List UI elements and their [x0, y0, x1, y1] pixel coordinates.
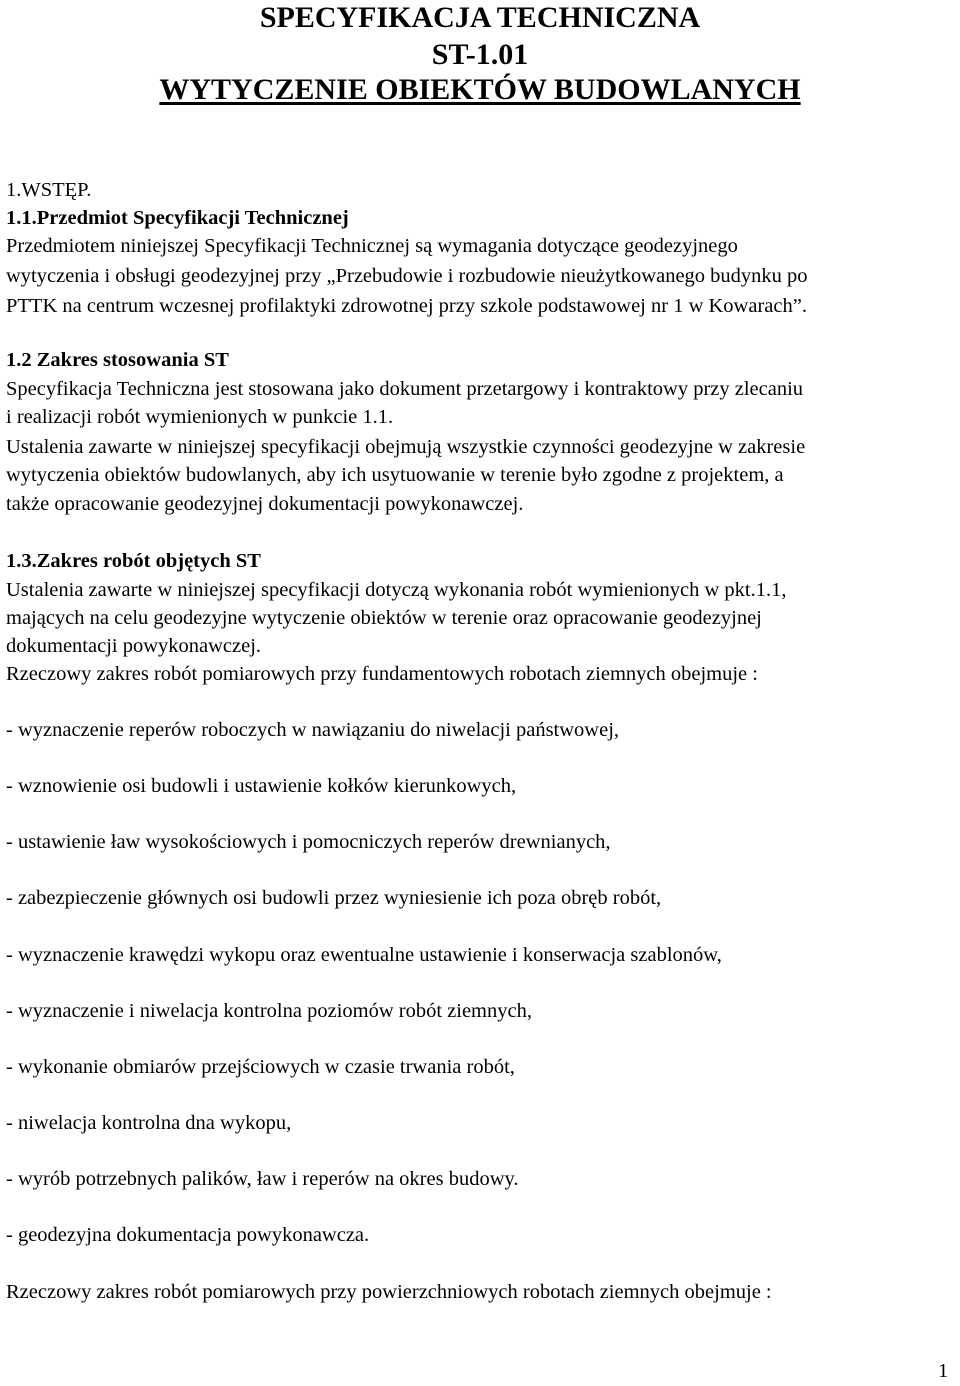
list-item: - ustawienie ław wysokościowych i pomocniczych reperów drewnianych,	[6, 831, 611, 853]
paragraph-line: Specyfikacja Techniczna jest stosowana jako dokument przetargowy i kontraktowy przy zlecaniu	[6, 378, 804, 400]
section-heading-1: 1.WSTĘP.	[6, 179, 92, 201]
paragraph-line: i realizacji robót wymienionych w punkcie 1.1.	[6, 406, 394, 428]
paragraph-line: wytyczenia obiektów budowlanych, aby ich usytuowanie w terenie było zgodne z projektem, a	[6, 464, 784, 486]
document-subtitle: WYTYCZENIE OBIEKTÓW BUDOWLANYCH	[159, 73, 801, 106]
document-code: ST-1.01	[431, 38, 529, 71]
list-item: - wyznaczenie reperów roboczych w nawiązaniu do niwelacji państwowej,	[6, 719, 620, 741]
paragraph-line: wytyczenia i obsługi geodezyjnej przy „Przebudowie i rozbudowie nieużytkowanego budynku po	[6, 265, 808, 287]
paragraph-line: Rzeczowy zakres robót pomiarowych przy powierzchniowych robotach ziemnych obejmuje :	[6, 1281, 772, 1303]
section-heading-1-2: 1.2 Zakres stosowania ST	[6, 349, 229, 371]
list-item: - wyrób potrzebnych palików, ław i reperów na okres budowy.	[6, 1168, 519, 1190]
paragraph-line: dokumentacji powykonawczej.	[6, 635, 262, 657]
section-heading-1-1: 1.1.Przedmiot Specyfikacji Technicznej	[6, 207, 349, 229]
list-item: - wykonanie obmiarów przejściowych w czasie trwania robót,	[6, 1056, 515, 1078]
list-item: - niwelacja kontrolna dna wykopu,	[6, 1112, 292, 1134]
page-number: 1	[938, 1360, 949, 1382]
document-title: SPECYFIKACJA TECHNICZNA	[259, 1, 701, 34]
list-item: - wznowienie osi budowli i ustawienie kołków kierunkowych,	[6, 775, 517, 797]
paragraph-line: Ustalenia zawarte w niniejszej specyfikacji obejmują wszystkie czynności geodezyjne w zakresie	[6, 436, 806, 458]
paragraph-line: PTTK na centrum wczesnej profilaktyki zdrowotnej przy szkole podstawowej nr 1 w Kowarach”.	[6, 295, 807, 317]
list-item: - zabezpieczenie głównych osi budowli przez wyniesienie ich poza obręb robót,	[6, 887, 662, 909]
list-item: - wyznaczenie i niwelacja kontrolna poziomów robót ziemnych,	[6, 1000, 532, 1022]
section-heading-1-3: 1.3.Zakres robót objętych ST	[6, 550, 261, 572]
list-item: - wyznaczenie krawędzi wykopu oraz ewentualne ustawienie i konserwacja szablonów,	[6, 944, 722, 966]
paragraph-line: Rzeczowy zakres robót pomiarowych przy fundamentowych robotach ziemnych obejmuje :	[6, 663, 758, 685]
paragraph-line: także opracowanie geodezyjnej dokumentacji powykonawczej.	[6, 493, 524, 515]
paragraph-line: Przedmiotem niniejszej Specyfikacji Technicznej są wymagania dotyczące geodezyjnego	[6, 235, 738, 257]
paragraph-line: Ustalenia zawarte w niniejszej specyfikacji dotyczą wykonania robót wymienionych w pkt.1.1,	[6, 579, 787, 601]
paragraph-line: mających na celu geodezyjne wytyczenie obiektów w terenie oraz opracowanie geodezyjnej	[6, 607, 762, 629]
list-item: - geodezyjna dokumentacja powykonawcza.	[6, 1224, 370, 1246]
